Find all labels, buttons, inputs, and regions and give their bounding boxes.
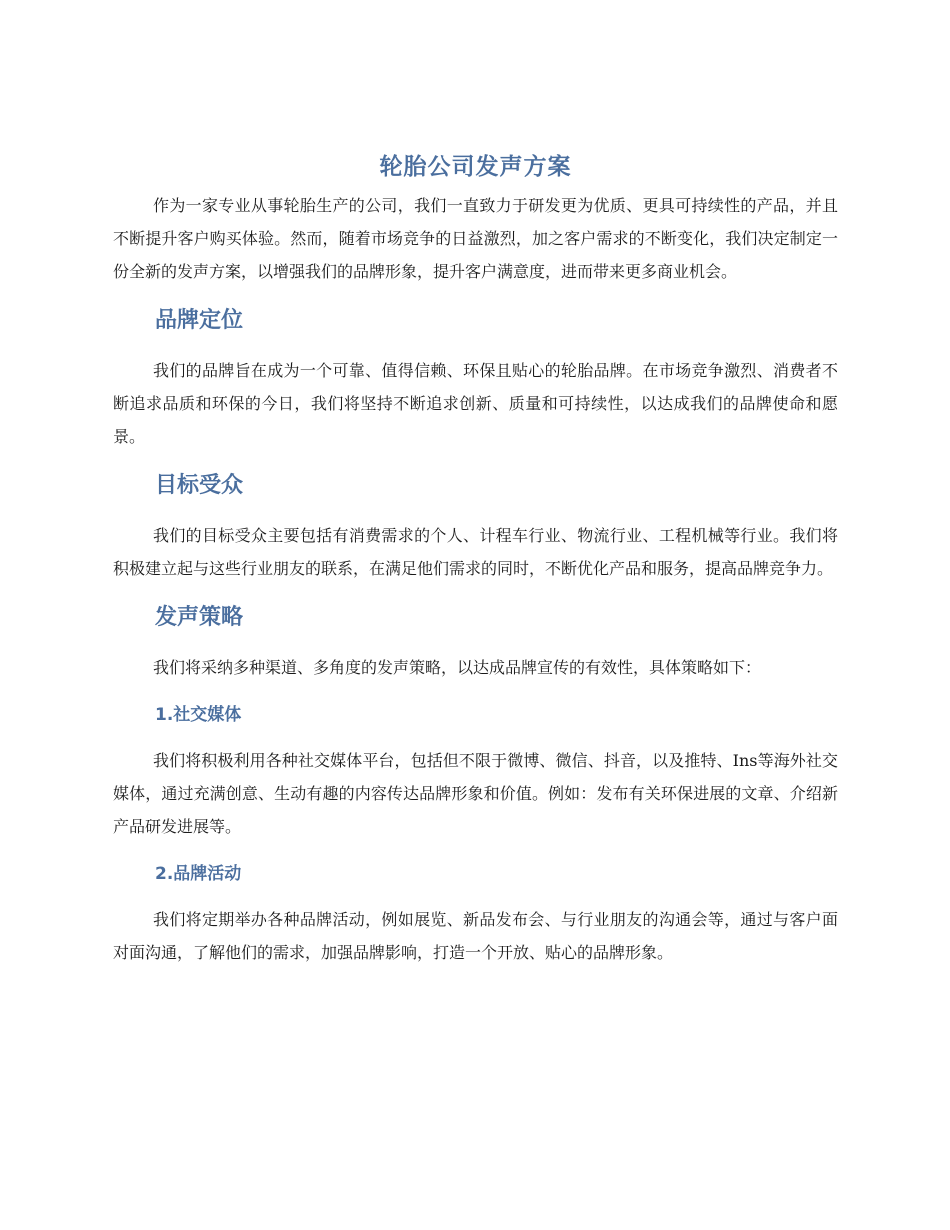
section-heading-brand-positioning: 品牌定位 (155, 308, 244, 333)
section-body-brand-positioning: 我们的品牌旨在成为一个可靠、值得信赖、环保且贴心的轮胎品牌。在市场竞争激烈、消费者不断追求品质和环保的今日，我们将坚持不断追求创新、质量和可持续性，以达成我们的品牌使命和愿景。 (113, 361, 838, 446)
section-body-target-audience: 我们的目标受众主要包括有消费需求的个人、计程车行业、物流行业、工程机械等行业。我们将积极建立起与这些行业朋友的联系，在满足他们需求的同时，不断优化产品和服务，提高品牌竞争力。 (113, 526, 838, 578)
document-title: 轮胎公司发声方案 (379, 154, 572, 180)
subsection-heading-brand-events: 2.品牌活动 (155, 864, 242, 884)
section-body-voice-strategy: 我们将采纳多种渠道、多角度的发声策略，以达成品牌宣传的有效性，具体策略如下： (153, 658, 762, 677)
section-heading-target-audience: 目标受众 (155, 473, 244, 498)
subsection-heading-social-media: 1.社交媒体 (155, 705, 242, 725)
section-heading-voice-strategy: 发声策略 (155, 605, 244, 630)
document-page (113, 140, 838, 969)
subsection-body-brand-events: 我们将定期举办各种品牌活动，例如展览、新品发布会、与行业朋友的沟通会等，通过与客户面对面沟通，了解他们的需求，加强品牌影响，打造一个开放、贴心的品牌形象。 (113, 910, 838, 962)
intro-paragraph: 作为一家专业从事轮胎生产的公司，我们一直致力于研发更为优质、更具可持续性的产品，并且不断提升客户购买体验。然而，随着市场竞争的日益激烈，加之客户需求的不断变化，我们决定制定一份全新的发声方案，以增强我们的品牌形象，提升客户满意度，进而带来更多商业机会。 (113, 196, 838, 281)
subsection-body-social-media: 我们将积极利用各种社交媒体平台，包括但不限于微博、微信、抖音，以及推特、Ins等海外社交媒体，通过充满创意、生动有趣的内容传达品牌形象和价值。例如：发布有关环保进展的文章、介绍新产品研发进展等。 (113, 751, 838, 836)
